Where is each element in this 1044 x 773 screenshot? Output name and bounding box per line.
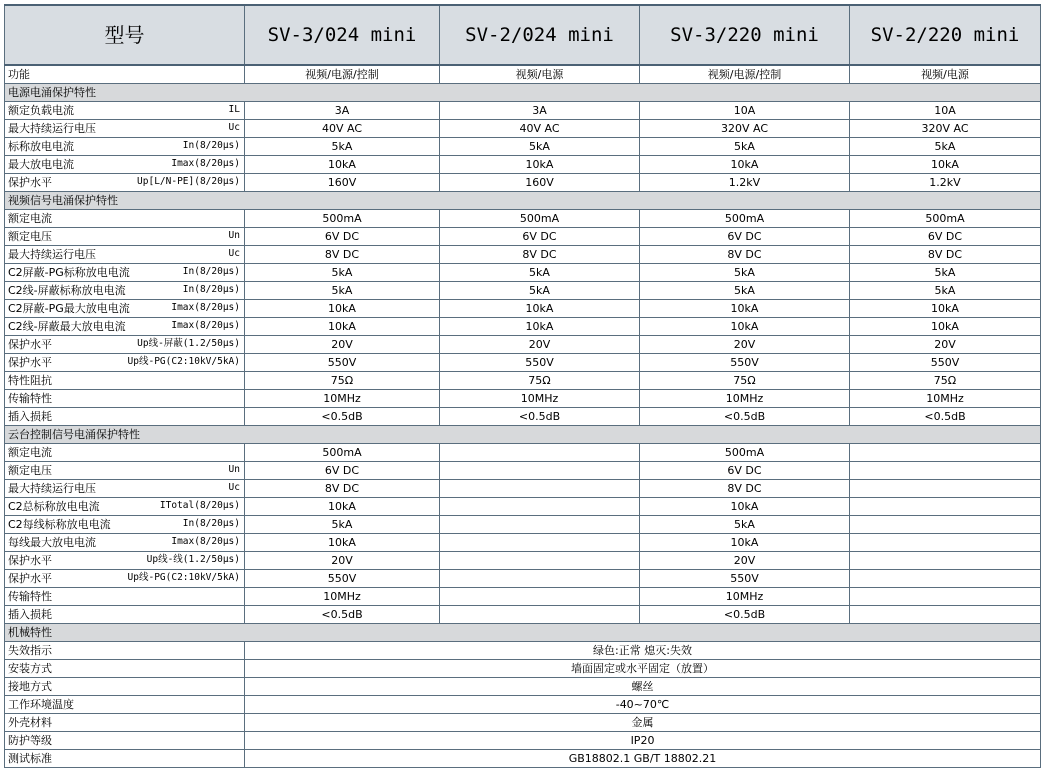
spec-row bbox=[5, 516, 1041, 534]
spec-value: 5kA bbox=[850, 138, 1041, 156]
spec-value: 10kA bbox=[245, 534, 440, 552]
spec-row bbox=[5, 534, 1041, 552]
spec-value: 10A bbox=[640, 102, 850, 120]
section-title: 机械特性 bbox=[5, 624, 1041, 642]
spec-value: 1.2kV bbox=[850, 174, 1041, 192]
spec-value: 20V bbox=[640, 336, 850, 354]
spec-row bbox=[5, 588, 1041, 606]
spec-row bbox=[5, 552, 1041, 570]
spec-value: 8V DC bbox=[440, 246, 640, 264]
spec-value: 5kA bbox=[245, 516, 440, 534]
spec-value-all: 墙面固定或水平固定（放置） bbox=[245, 660, 1041, 678]
spec-row bbox=[5, 678, 1041, 696]
spec-label: 插入损耗 bbox=[8, 607, 52, 621]
spec-value: 20V bbox=[850, 336, 1041, 354]
spec-value bbox=[850, 444, 1041, 462]
spec-value: 10kA bbox=[440, 156, 640, 174]
model-name-1: SV-3/024 mini bbox=[245, 5, 440, 65]
spec-label: 最大持续运行电压 bbox=[8, 247, 96, 261]
spec-condition: Imax(8/20μs) bbox=[171, 158, 240, 169]
spec-value: 20V bbox=[640, 552, 850, 570]
spec-value: 8V DC bbox=[640, 246, 850, 264]
spec-label: 最大持续运行电压 bbox=[8, 481, 96, 495]
spec-row bbox=[5, 570, 1041, 588]
spec-value: 20V bbox=[245, 336, 440, 354]
spec-row bbox=[5, 642, 1041, 660]
spec-label-cell bbox=[5, 318, 245, 336]
spec-label: 测试标准 bbox=[8, 751, 52, 765]
spec-condition: Imax(8/20μs) bbox=[171, 536, 240, 547]
spec-value bbox=[440, 462, 640, 480]
section-title: 电源电涌保护特性 bbox=[5, 84, 1041, 102]
spec-value: 10kA bbox=[440, 318, 640, 336]
spec-value: 10kA bbox=[245, 498, 440, 516]
spec-row bbox=[5, 318, 1041, 336]
spec-value: 40V AC bbox=[245, 120, 440, 138]
spec-row bbox=[5, 606, 1041, 624]
header-row bbox=[5, 5, 1041, 65]
spec-value bbox=[850, 462, 1041, 480]
spec-value bbox=[440, 534, 640, 552]
spec-label: 保护水平 bbox=[8, 175, 52, 189]
spec-label-cell bbox=[5, 156, 245, 174]
spec-value: 320V AC bbox=[850, 120, 1041, 138]
spec-label-cell bbox=[5, 498, 245, 516]
spec-condition: Un bbox=[228, 464, 240, 475]
spec-row bbox=[5, 354, 1041, 372]
spec-value: 8V DC bbox=[640, 480, 850, 498]
spec-row bbox=[5, 444, 1041, 462]
spec-condition: In(8/20μs) bbox=[182, 266, 240, 277]
spec-value bbox=[440, 570, 640, 588]
spec-value bbox=[850, 480, 1041, 498]
spec-row bbox=[5, 372, 1041, 390]
spec-value: 5kA bbox=[640, 516, 850, 534]
spec-row bbox=[5, 300, 1041, 318]
spec-value: 10kA bbox=[640, 300, 850, 318]
spec-label: 标称放电电流 bbox=[8, 139, 74, 153]
spec-value bbox=[850, 570, 1041, 588]
spec-value: 视频/电源/控制 bbox=[245, 65, 440, 84]
spec-condition: Uc bbox=[228, 122, 240, 133]
spec-value bbox=[440, 588, 640, 606]
spec-row bbox=[5, 696, 1041, 714]
spec-condition: Up线-PG(C2:10kV/5kA) bbox=[127, 572, 240, 583]
spec-value: 5kA bbox=[440, 264, 640, 282]
spec-label-cell bbox=[5, 372, 245, 390]
spec-condition: Up线-屏蔽(1.2/50μs) bbox=[137, 338, 240, 349]
spec-value: 10kA bbox=[640, 498, 850, 516]
spec-label-cell bbox=[5, 354, 245, 372]
model-header: 型号 bbox=[5, 5, 245, 65]
spec-label-cell bbox=[5, 120, 245, 138]
spec-label: 额定电压 bbox=[8, 229, 52, 243]
spec-label: 保护水平 bbox=[8, 355, 52, 369]
spec-value-all: 螺丝 bbox=[245, 678, 1041, 696]
spec-value-all: -40~70℃ bbox=[245, 696, 1041, 714]
spec-label: 额定负载电流 bbox=[8, 103, 74, 117]
spec-row bbox=[5, 138, 1041, 156]
spec-value: <0.5dB bbox=[850, 408, 1041, 426]
spec-label-cell bbox=[5, 210, 245, 228]
spec-value bbox=[440, 552, 640, 570]
spec-value: 550V bbox=[850, 354, 1041, 372]
spec-label: 最大放电电流 bbox=[8, 157, 74, 171]
spec-label-cell bbox=[5, 390, 245, 408]
spec-label: 失效指示 bbox=[8, 643, 52, 657]
spec-label-cell bbox=[5, 642, 245, 660]
spec-value: 500mA bbox=[640, 444, 850, 462]
spec-row bbox=[5, 408, 1041, 426]
spec-value: 75Ω bbox=[640, 372, 850, 390]
spec-row bbox=[5, 264, 1041, 282]
spec-value: 6V DC bbox=[640, 228, 850, 246]
spec-condition: In(8/20μs) bbox=[182, 140, 240, 151]
spec-label-cell bbox=[5, 516, 245, 534]
section-row bbox=[5, 426, 1041, 444]
spec-condition: Imax(8/20μs) bbox=[171, 302, 240, 313]
spec-label: 额定电压 bbox=[8, 463, 52, 477]
spec-row bbox=[5, 498, 1041, 516]
spec-value: 160V bbox=[440, 174, 640, 192]
spec-value: 10MHz bbox=[640, 390, 850, 408]
spec-label: 保护水平 bbox=[8, 571, 52, 585]
spec-label-cell bbox=[5, 228, 245, 246]
spec-row bbox=[5, 714, 1041, 732]
spec-label: 防护等级 bbox=[8, 733, 52, 747]
spec-value: 5kA bbox=[245, 264, 440, 282]
spec-value: 10kA bbox=[440, 300, 640, 318]
spec-value bbox=[850, 588, 1041, 606]
spec-label: C2屏蔽-PG标称放电电流 bbox=[8, 265, 130, 279]
spec-row bbox=[5, 282, 1041, 300]
spec-row bbox=[5, 65, 1041, 84]
spec-label-cell bbox=[5, 570, 245, 588]
spec-table bbox=[4, 4, 1041, 768]
spec-label: 插入损耗 bbox=[8, 409, 52, 423]
spec-label: 特性阻抗 bbox=[8, 373, 52, 387]
spec-value: 10kA bbox=[640, 534, 850, 552]
spec-condition: Imax(8/20μs) bbox=[171, 320, 240, 331]
spec-label-cell bbox=[5, 660, 245, 678]
spec-row bbox=[5, 462, 1041, 480]
spec-label: C2总标称放电电流 bbox=[8, 499, 100, 513]
spec-value bbox=[850, 552, 1041, 570]
spec-row bbox=[5, 228, 1041, 246]
section-title: 云台控制信号电涌保护特性 bbox=[5, 426, 1041, 444]
spec-label-cell bbox=[5, 606, 245, 624]
spec-value: 550V bbox=[245, 570, 440, 588]
spec-label-cell bbox=[5, 300, 245, 318]
model-name-4: SV-2/220 mini bbox=[850, 5, 1041, 65]
spec-label: 额定电流 bbox=[8, 445, 52, 459]
spec-label-cell bbox=[5, 138, 245, 156]
spec-label: 安装方式 bbox=[8, 661, 52, 675]
model-name-2: SV-2/024 mini bbox=[440, 5, 640, 65]
spec-label: C2屏蔽-PG最大放电电流 bbox=[8, 301, 130, 315]
spec-value-all: GB18802.1 GB/T 18802.21 bbox=[245, 750, 1041, 768]
spec-label: 外壳材料 bbox=[8, 715, 52, 729]
spec-value: 550V bbox=[640, 354, 850, 372]
spec-value: 3A bbox=[440, 102, 640, 120]
spec-value: 550V bbox=[245, 354, 440, 372]
spec-value: 20V bbox=[440, 336, 640, 354]
spec-value-all: 金属 bbox=[245, 714, 1041, 732]
spec-row bbox=[5, 120, 1041, 138]
spec-label-cell bbox=[5, 480, 245, 498]
spec-condition: IL bbox=[228, 104, 240, 115]
spec-value: <0.5dB bbox=[640, 408, 850, 426]
spec-row bbox=[5, 156, 1041, 174]
spec-value: 40V AC bbox=[440, 120, 640, 138]
spec-label-cell bbox=[5, 552, 245, 570]
spec-value: 6V DC bbox=[245, 228, 440, 246]
spec-body bbox=[5, 65, 1041, 768]
spec-label-cell bbox=[5, 174, 245, 192]
spec-label-cell bbox=[5, 462, 245, 480]
spec-value: 10kA bbox=[640, 318, 850, 336]
spec-condition: Up线-PG(C2:10kV/5kA) bbox=[127, 356, 240, 367]
spec-value: 10kA bbox=[245, 156, 440, 174]
spec-value: 550V bbox=[640, 570, 850, 588]
spec-value: 10MHz bbox=[640, 588, 850, 606]
spec-value bbox=[850, 516, 1041, 534]
spec-label-cell bbox=[5, 336, 245, 354]
spec-row bbox=[5, 750, 1041, 768]
spec-row bbox=[5, 174, 1041, 192]
spec-value: <0.5dB bbox=[440, 408, 640, 426]
spec-label: 接地方式 bbox=[8, 679, 52, 693]
spec-row bbox=[5, 660, 1041, 678]
spec-value: 5kA bbox=[440, 138, 640, 156]
spec-value bbox=[850, 534, 1041, 552]
spec-label-cell bbox=[5, 282, 245, 300]
spec-value: 10kA bbox=[245, 318, 440, 336]
spec-label-cell bbox=[5, 534, 245, 552]
section-row bbox=[5, 84, 1041, 102]
spec-value: 5kA bbox=[640, 138, 850, 156]
spec-label-cell bbox=[5, 102, 245, 120]
section-row bbox=[5, 192, 1041, 210]
spec-condition: Up线-线(1.2/50μs) bbox=[146, 554, 240, 565]
spec-value: 5kA bbox=[245, 138, 440, 156]
spec-value: 5kA bbox=[850, 264, 1041, 282]
spec-label: 传输特性 bbox=[8, 391, 52, 405]
spec-value: 8V DC bbox=[245, 480, 440, 498]
spec-value: 5kA bbox=[440, 282, 640, 300]
spec-row bbox=[5, 102, 1041, 120]
spec-value: <0.5dB bbox=[640, 606, 850, 624]
spec-label: C2线-屏蔽标称放电电流 bbox=[8, 283, 126, 297]
spec-value: 500mA bbox=[245, 444, 440, 462]
spec-condition: In(8/20μs) bbox=[182, 284, 240, 295]
spec-value: 10kA bbox=[850, 156, 1041, 174]
spec-value bbox=[850, 606, 1041, 624]
spec-label: 每线最大放电电流 bbox=[8, 535, 96, 549]
spec-value: 1.2kV bbox=[640, 174, 850, 192]
spec-label: C2线-屏蔽最大放电电流 bbox=[8, 319, 126, 333]
spec-value: 550V bbox=[440, 354, 640, 372]
spec-value: 160V bbox=[245, 174, 440, 192]
spec-value bbox=[440, 606, 640, 624]
spec-value: 10A bbox=[850, 102, 1041, 120]
spec-condition: ITotal(8/20μs) bbox=[159, 500, 240, 511]
spec-condition: In(8/20μs) bbox=[182, 518, 240, 529]
spec-value: 视频/电源/控制 bbox=[640, 65, 850, 84]
spec-label-cell bbox=[5, 264, 245, 282]
spec-row bbox=[5, 732, 1041, 750]
spec-value: 500mA bbox=[640, 210, 850, 228]
spec-label-cell bbox=[5, 444, 245, 462]
section-row bbox=[5, 624, 1041, 642]
spec-value: 10MHz bbox=[245, 588, 440, 606]
spec-value: 10kA bbox=[850, 300, 1041, 318]
spec-value: 5kA bbox=[640, 264, 850, 282]
spec-value: 10MHz bbox=[245, 390, 440, 408]
spec-value: 10MHz bbox=[850, 390, 1041, 408]
spec-value: 75Ω bbox=[245, 372, 440, 390]
spec-label: 额定电流 bbox=[8, 211, 52, 225]
spec-label-cell bbox=[5, 588, 245, 606]
spec-value: 500mA bbox=[850, 210, 1041, 228]
spec-value-all: IP20 bbox=[245, 732, 1041, 750]
spec-value: 8V DC bbox=[245, 246, 440, 264]
spec-value: 5kA bbox=[640, 282, 850, 300]
model-name-3: SV-3/220 mini bbox=[640, 5, 850, 65]
spec-value: 75Ω bbox=[440, 372, 640, 390]
spec-value: 3A bbox=[245, 102, 440, 120]
spec-value: 320V AC bbox=[640, 120, 850, 138]
spec-label: 传输特性 bbox=[8, 589, 52, 603]
spec-label-cell bbox=[5, 750, 245, 768]
spec-label-cell bbox=[5, 696, 245, 714]
section-title: 视频信号电涌保护特性 bbox=[5, 192, 1041, 210]
spec-row bbox=[5, 336, 1041, 354]
spec-row bbox=[5, 210, 1041, 228]
spec-value: <0.5dB bbox=[245, 606, 440, 624]
spec-value bbox=[440, 516, 640, 534]
spec-value: 视频/电源 bbox=[440, 65, 640, 84]
spec-label-cell bbox=[5, 732, 245, 750]
spec-value bbox=[440, 498, 640, 516]
spec-value-all: 绿色:正常 熄灭:失效 bbox=[245, 642, 1041, 660]
spec-label-cell bbox=[5, 246, 245, 264]
spec-value: 75Ω bbox=[850, 372, 1041, 390]
spec-value: 20V bbox=[245, 552, 440, 570]
spec-label: 保护水平 bbox=[8, 553, 52, 567]
spec-value: <0.5dB bbox=[245, 408, 440, 426]
spec-condition: Un bbox=[228, 230, 240, 241]
spec-row bbox=[5, 390, 1041, 408]
spec-condition: Uc bbox=[228, 482, 240, 493]
spec-value: 5kA bbox=[245, 282, 440, 300]
spec-label: 功能 bbox=[8, 67, 30, 81]
spec-value bbox=[440, 444, 640, 462]
spec-value: 10kA bbox=[245, 300, 440, 318]
spec-condition: Up[L/N-PE](8/20μs) bbox=[137, 176, 240, 187]
spec-value: 8V DC bbox=[850, 246, 1041, 264]
spec-value bbox=[850, 498, 1041, 516]
spec-value: 500mA bbox=[440, 210, 640, 228]
spec-row bbox=[5, 246, 1041, 264]
spec-condition: Uc bbox=[228, 248, 240, 259]
spec-value: 10kA bbox=[640, 156, 850, 174]
spec-value: 500mA bbox=[245, 210, 440, 228]
spec-value: 6V DC bbox=[245, 462, 440, 480]
spec-label: C2每线标称放电电流 bbox=[8, 517, 111, 531]
spec-label-cell bbox=[5, 714, 245, 732]
spec-value: 6V DC bbox=[640, 462, 850, 480]
spec-label: 工作环境温度 bbox=[8, 697, 74, 711]
spec-value: 6V DC bbox=[440, 228, 640, 246]
spec-label-cell bbox=[5, 678, 245, 696]
spec-label: 最大持续运行电压 bbox=[8, 121, 96, 135]
spec-label: 保护水平 bbox=[8, 337, 52, 351]
spec-row bbox=[5, 480, 1041, 498]
spec-value bbox=[440, 480, 640, 498]
spec-value: 10kA bbox=[850, 318, 1041, 336]
spec-label-cell bbox=[5, 408, 245, 426]
spec-value: 10MHz bbox=[440, 390, 640, 408]
spec-value: 6V DC bbox=[850, 228, 1041, 246]
spec-label-cell bbox=[5, 65, 245, 84]
spec-value: 5kA bbox=[850, 282, 1041, 300]
spec-value: 视频/电源 bbox=[850, 65, 1041, 84]
